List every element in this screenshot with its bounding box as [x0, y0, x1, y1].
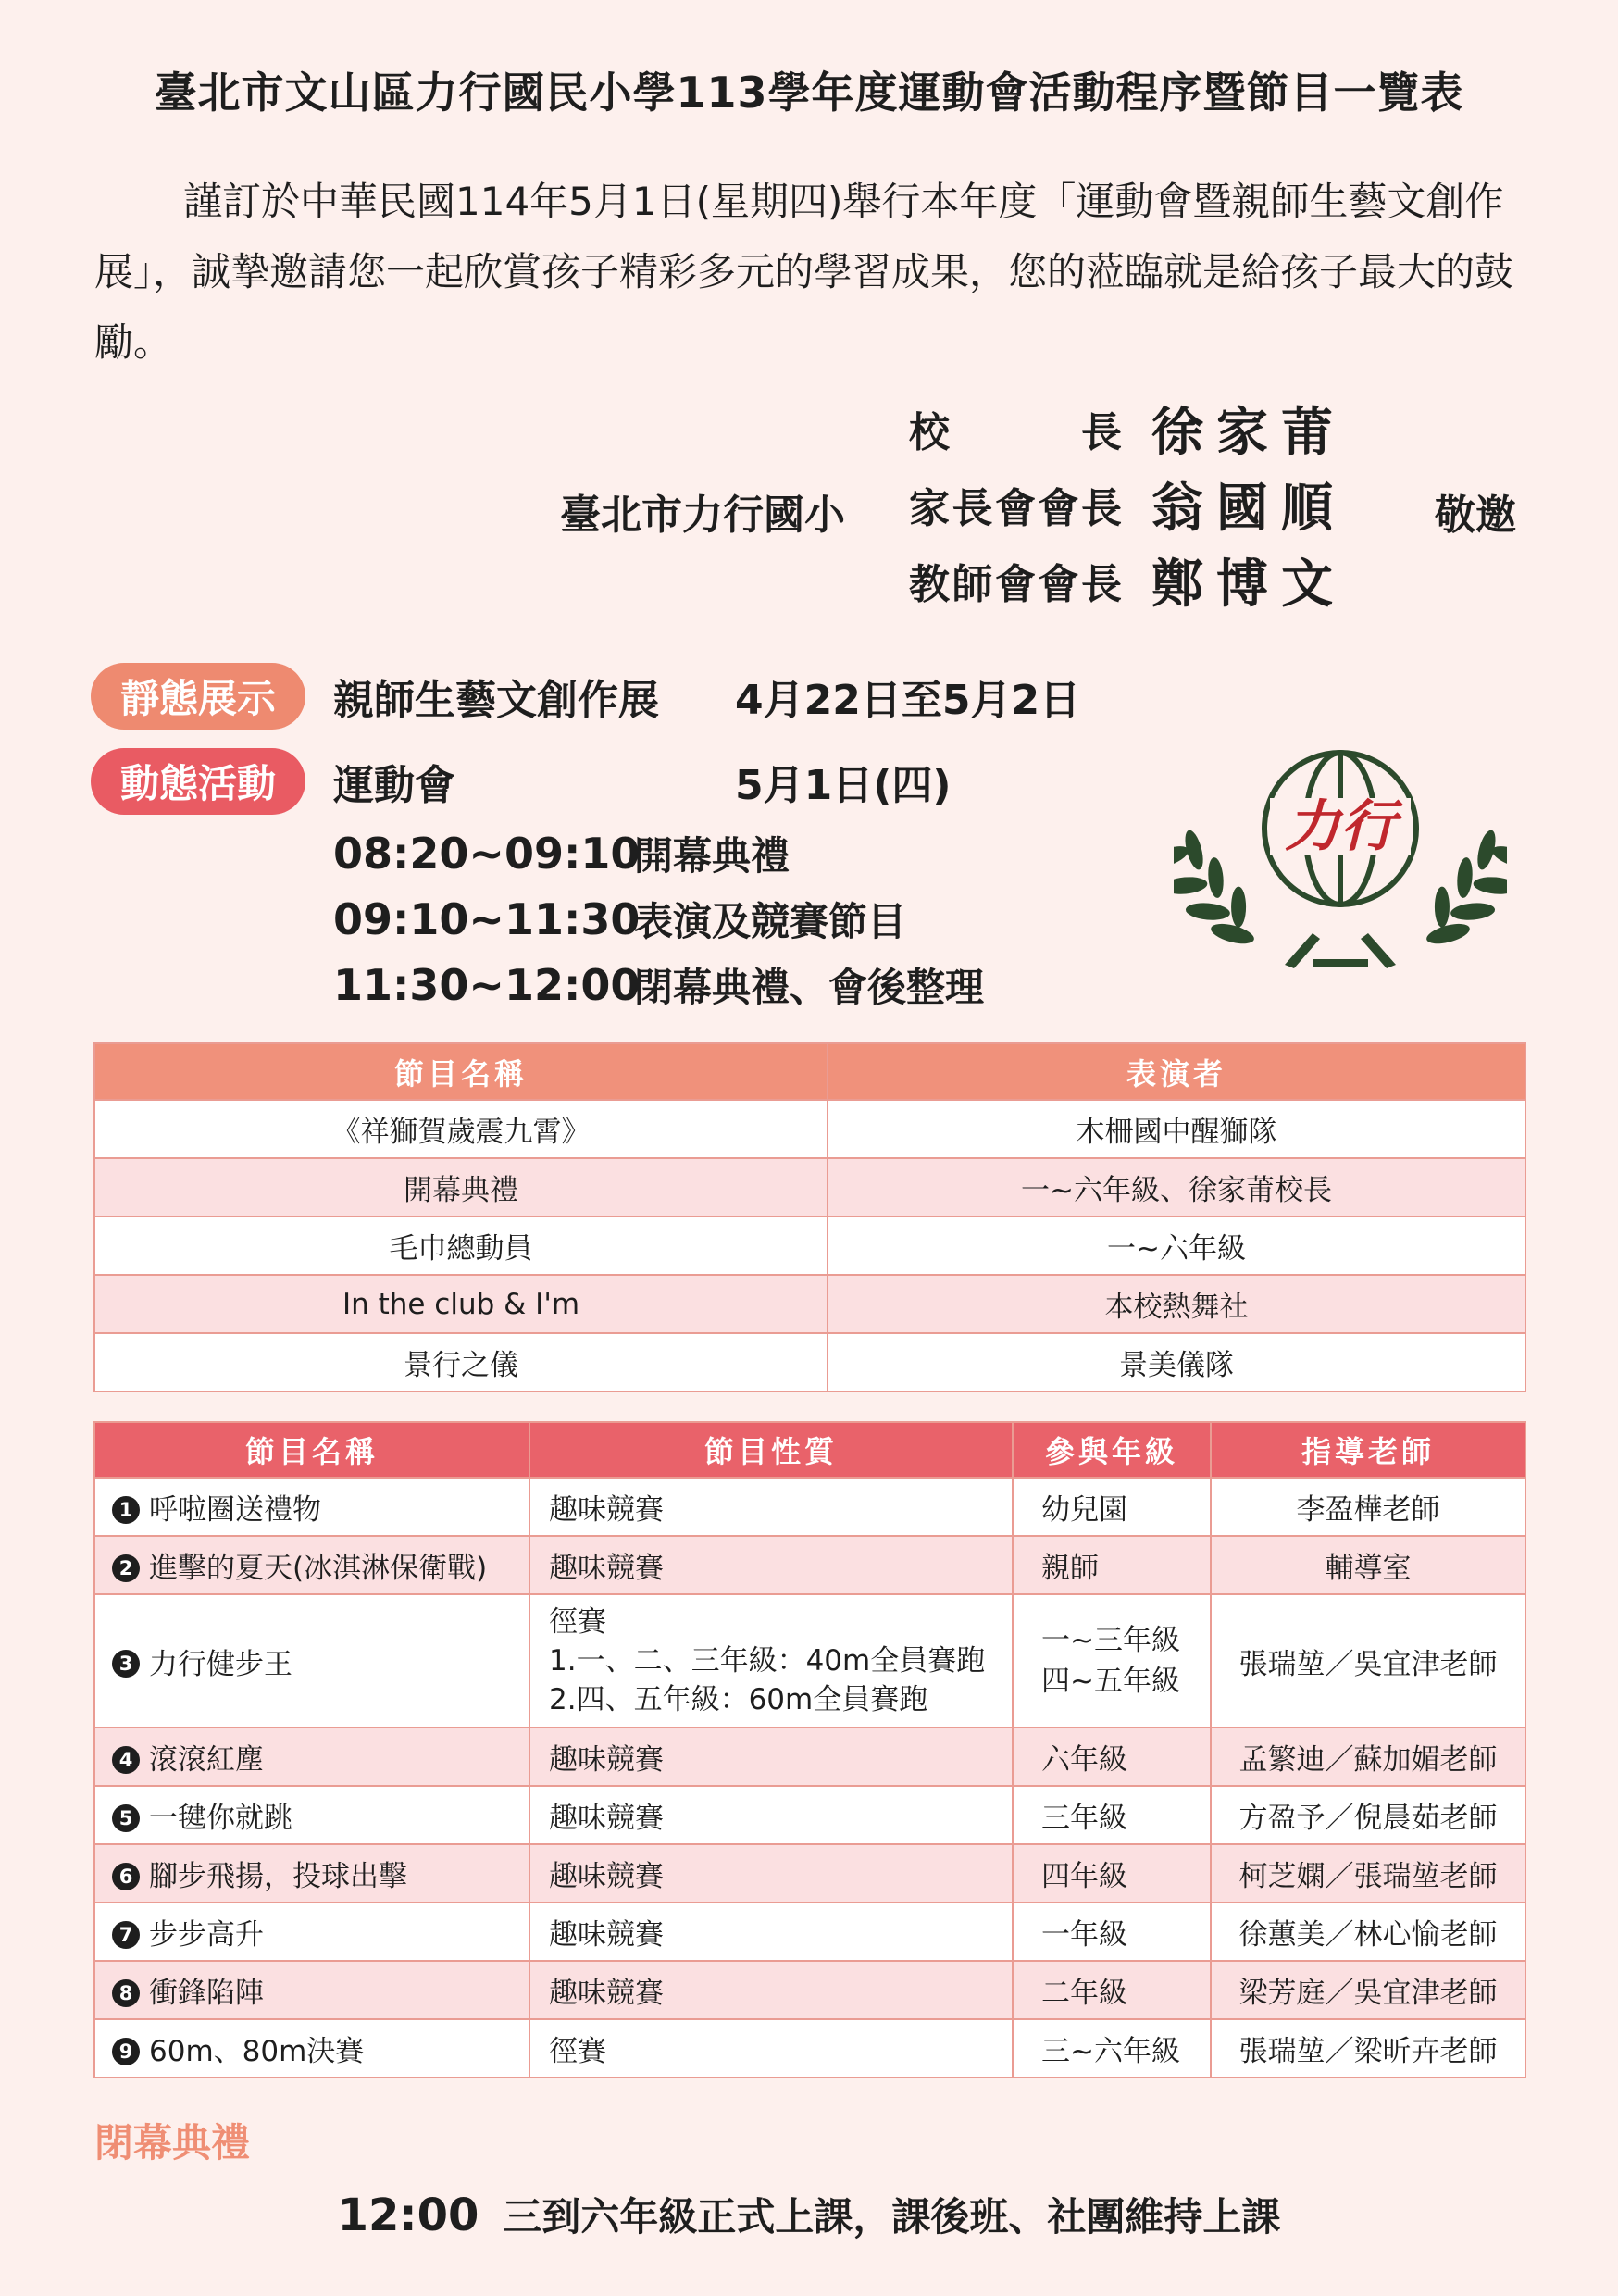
teacher: 方盈予／倪晨茹老師	[1211, 1786, 1525, 1844]
number-badge: 5	[112, 1804, 140, 1832]
grade: 六年級	[1013, 1728, 1211, 1786]
table-row	[94, 1786, 1525, 1844]
nature-line: 徑賽	[549, 1605, 606, 1639]
grade: 二年級	[1013, 1961, 1211, 2019]
table-row	[94, 1961, 1525, 2019]
teacher: 徐蕙美／林心愉老師	[1211, 1903, 1525, 1961]
table-row	[94, 1275, 1525, 1333]
column-header: 指導老師	[1211, 1422, 1525, 1478]
signature-name: 鄭博文	[1151, 554, 1346, 615]
grade: 幼兒園	[1013, 1478, 1211, 1536]
schedule-desc: 開幕典禮	[634, 833, 790, 879]
page-title: 臺北市文山區力行國民小學113學年度運動會活動程序暨節目一覽表	[154, 68, 1464, 118]
program-nature: 趣味競賽	[529, 1903, 1013, 1961]
event-date: 5月1日(四)	[735, 762, 952, 809]
program-name: 一毽你就跳	[149, 1802, 292, 1835]
program-nature: 趣味競賽	[529, 1786, 1013, 1844]
event-date: 4月22日至5月2日	[735, 677, 1081, 724]
program-nature: 趣味競賽	[529, 1728, 1013, 1786]
static-exhibit-row	[91, 663, 1080, 730]
column-header: 表演者	[828, 1043, 1525, 1100]
dynamic-activity-badge: 動態活動	[91, 748, 305, 815]
table-row	[94, 1333, 1525, 1391]
program-name: 衝鋒陷陣	[149, 1977, 264, 2010]
schedule-item	[333, 887, 906, 952]
event-name: 運動會	[333, 762, 455, 809]
signature-organization: 臺北市力行國小	[560, 492, 845, 539]
program-name: 步步高升	[149, 1918, 264, 1952]
teacher: 張瑞堃／梁昕卉老師	[1211, 2019, 1525, 2078]
grade: 親師	[1013, 1536, 1211, 1594]
number-badge: 3	[112, 1650, 140, 1678]
nature-line: 2.四、五年級：60m全員賽跑	[549, 1683, 928, 1716]
number-badge: 4	[112, 1746, 140, 1774]
program-name-cell	[94, 1594, 529, 1728]
nature-line: 1.一、二、三年級：40m全員賽跑	[549, 1644, 986, 1678]
table-row	[94, 1728, 1525, 1786]
table-row	[94, 1100, 1525, 1158]
competition-table	[93, 1421, 1526, 2078]
logo-text: 力行	[1285, 794, 1396, 859]
schedule-time: 08:20~09:10	[333, 829, 641, 879]
teacher: 李盈樺老師	[1211, 1478, 1525, 1536]
signature-role: 家長會會長	[909, 485, 1122, 532]
table-row	[94, 1217, 1525, 1275]
column-header: 節目名稱	[94, 1043, 828, 1100]
program-name: 腳步飛揚，投球出擊	[149, 1860, 407, 1893]
performance-table	[93, 1042, 1526, 1392]
teacher: 梁芳庭／吳宜津老師	[1211, 1961, 1525, 2019]
grade: 一年級	[1013, 1903, 1211, 1961]
program-name: 《祥獅賀歲震九霄》	[94, 1100, 828, 1158]
number-badge: 8	[112, 1979, 140, 2007]
program-name-cell	[94, 1536, 529, 1594]
schedule-time: 11:30~12:00	[333, 960, 641, 1010]
teacher: 張瑞堃／吳宜津老師	[1211, 1594, 1525, 1728]
schedule-desc: 表演及競賽節目	[634, 899, 907, 944]
teacher: 柯芝嫻／張瑞堃老師	[1211, 1844, 1525, 1903]
column-header: 節目性質	[529, 1422, 1013, 1478]
dynamic-activity-row	[91, 748, 951, 815]
table-row	[94, 2019, 1525, 2078]
program-name-cell	[94, 1961, 529, 2019]
closing-ceremony-title: 閉幕典禮	[94, 2120, 251, 2165]
grade: 三~六年級	[1013, 2019, 1211, 2078]
program-name-cell	[94, 1844, 529, 1903]
program-name: 滾滾紅塵	[149, 1743, 264, 1777]
schedule-time: 09:10~11:30	[333, 894, 641, 944]
number-badge: 6	[112, 1863, 140, 1890]
program-name: 60m、80m決賽	[149, 2035, 365, 2068]
grade: 四年級	[1013, 1844, 1211, 1903]
signature-role: 校長	[909, 409, 1122, 456]
performer: 木柵國中醒獅隊	[828, 1100, 1525, 1158]
program-nature	[529, 1594, 1013, 1728]
program-nature: 趣味競賽	[529, 1844, 1013, 1903]
signature-respect: 敬邀	[1435, 492, 1516, 539]
program-nature: 趣味競賽	[529, 1536, 1013, 1594]
signature-teacher-chair	[909, 548, 1346, 613]
schedule-desc: 閉幕典禮、會後整理	[634, 965, 985, 1010]
teacher: 輔導室	[1211, 1536, 1525, 1594]
program-name: In the club & I'm	[94, 1275, 828, 1333]
table-row	[94, 1536, 1525, 1594]
signature-role: 教師會會長	[909, 561, 1122, 608]
signature-name: 徐家莆	[1151, 402, 1346, 463]
table-row	[94, 1594, 1525, 1728]
program-nature: 趣味競賽	[529, 1961, 1013, 2019]
teacher: 孟繁迪／蘇加媚老師	[1211, 1728, 1525, 1786]
grade: 三年級	[1013, 1786, 1211, 1844]
program-name: 毛巾總動員	[94, 1217, 828, 1275]
static-exhibit-badge: 靜態展示	[91, 663, 305, 730]
number-badge: 1	[112, 1496, 140, 1524]
program-nature: 徑賽	[529, 2019, 1013, 2078]
program-name-cell	[94, 1728, 529, 1786]
performer: 本校熱舞社	[828, 1275, 1525, 1333]
schedule-item	[333, 821, 790, 886]
invitation-text: 謹訂於中華民國114年5月1日(星期四)舉行本年度「運動會暨親師生藝文創作展」，誠摯邀請您一起欣賞孩子精彩多元的學習成果，您的蒞臨就是給孩子最大的鼓勵。	[94, 179, 1514, 365]
program-name: 開幕典禮	[94, 1158, 828, 1217]
closing-text: 三到六年級正式上課，課後班、社團維持上課	[503, 2194, 1281, 2240]
schedule-item	[333, 953, 984, 1017]
performer: 一~六年級	[828, 1217, 1525, 1275]
program-name-cell	[94, 1903, 529, 1961]
table-row	[94, 1903, 1525, 1961]
program-nature: 趣味競賽	[529, 1478, 1013, 1536]
school-logo	[1174, 713, 1507, 972]
performer: 一~六年級、徐家莆校長	[828, 1158, 1525, 1217]
column-header: 節目名稱	[94, 1422, 529, 1478]
number-badge: 9	[112, 2038, 140, 2065]
closing-note	[0, 2187, 1618, 2242]
performer: 景美儀隊	[828, 1333, 1525, 1391]
program-name: 進擊的夏天(冰淇淋保衛戰)	[149, 1552, 488, 1585]
program-name-cell	[94, 1478, 529, 1536]
table-row	[94, 1478, 1525, 1536]
grade	[1013, 1594, 1211, 1728]
signature-principal	[909, 396, 1346, 461]
grade-line: 四~五年級	[1041, 1665, 1180, 1698]
column-header: 參與年級	[1013, 1422, 1211, 1478]
table-row	[94, 1158, 1525, 1217]
program-name: 呼啦圈送禮物	[149, 1493, 321, 1527]
grade-line: 一~三年級	[1041, 1624, 1180, 1657]
table-row	[94, 1844, 1525, 1903]
closing-time: 12:00	[337, 2190, 479, 2241]
program-name-cell	[94, 1786, 529, 1844]
event-name: 親師生藝文創作展	[333, 677, 659, 724]
number-badge: 7	[112, 1921, 140, 1949]
number-badge: 2	[112, 1554, 140, 1582]
program-name: 力行健步王	[149, 1647, 292, 1681]
program-name-cell	[94, 2019, 529, 2078]
program-name: 景行之儀	[94, 1333, 828, 1391]
signature-parent-chair	[909, 472, 1346, 537]
signature-name: 翁國順	[1151, 478, 1346, 539]
